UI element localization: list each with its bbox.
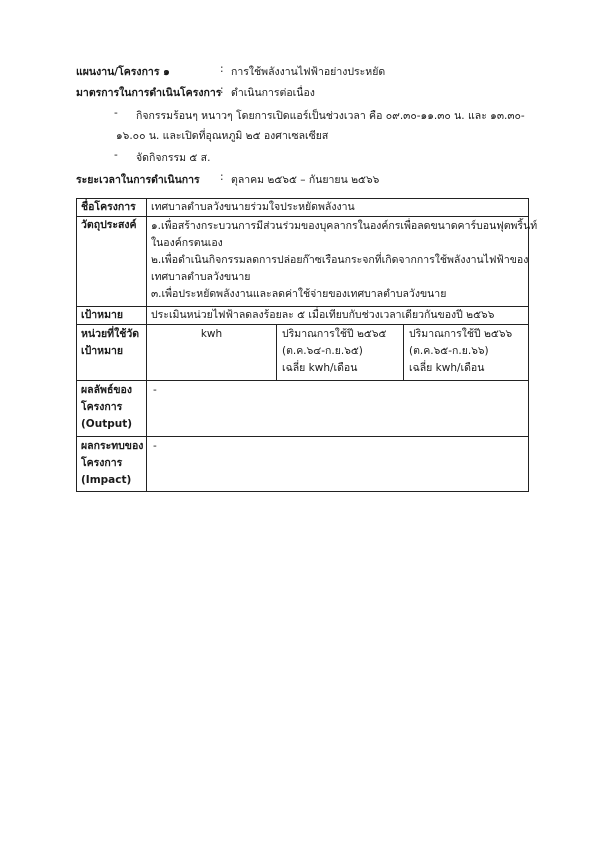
objective-line: ๒.เพื่อดำเนินกิจกรรมลดการปล่อยก๊าซเรือนกระจกที่เกิดจากการใช้พลังงานไฟฟ้าของ <box>151 254 529 266</box>
output-label: ผลลัพธ์ของ <box>81 384 132 396</box>
output-value: - <box>153 384 157 396</box>
measure-value: ดำเนินการต่อเนื่อง <box>231 87 315 99</box>
bullet-dash-1: - <box>114 107 118 119</box>
bullet-1-line-2: ๑๖.๐๐ น. และเปิดที่อุณหภูมิ ๒๕ องศาเซลเซียส <box>116 130 329 142</box>
unit-value: kwh <box>200 328 223 340</box>
impact-value: - <box>153 440 157 452</box>
period-value: ตุลาคม ๒๕๖๕ – กันยายน ๒๕๖๖ <box>231 174 380 186</box>
impact-label: โครงการ <box>81 457 123 469</box>
table-border-bottom <box>76 491 529 492</box>
impact-label: ผลกระทบของ <box>81 440 144 452</box>
project-name-value: เทศบาลตำบลวังขนายร่วมใจประหยัดพลังงาน <box>151 201 355 213</box>
output-label: โครงการ <box>81 401 123 413</box>
table-col-divider <box>403 324 404 380</box>
target-value: ประเมินหน่วยไฟฟ้าลดลงร้อยละ ๕ เมื่อเทียบกับช่วงเวลาเดียวกันของปี ๒๕๖๖ <box>151 309 495 321</box>
impact-label: (Impact) <box>81 474 132 486</box>
table-row-divider <box>76 324 529 325</box>
table-row-divider <box>76 216 529 217</box>
indicator-label: เป้าหมาย <box>81 345 124 357</box>
period-separator: : <box>220 171 224 183</box>
objective-label: วัตถุประสงค์ <box>81 219 137 231</box>
project-table <box>76 198 538 492</box>
objective-line: ๓.เพื่อประหยัดพลังงานและลดค่าใช้จ่ายของเทศบาลตำบลวังขนาย <box>151 288 447 300</box>
bullet-dash-2: - <box>114 149 118 161</box>
usage-2565-line: ปริมาณการใช้ปี ๒๕๖๕ <box>282 328 387 340</box>
table-col-divider <box>146 198 147 492</box>
plan-label: แผนงาน/โครงการ ๑ <box>76 66 170 78</box>
usage-2566-line: (ต.ค.๖๕-ก.ย.๖๖) <box>409 345 489 357</box>
table-row-divider <box>76 436 529 437</box>
table-border-left <box>76 198 77 492</box>
bullet-1-line-1: กิจกรรมร้อนๆ หนาวๆ โดยการเปิดแอร์เป็นช่วงเวลา คือ ๐๙.๓๐-๑๑.๓๐ น. และ ๑๓.๓๐- <box>136 110 525 122</box>
objective-line: ๑.เพื่อสร้างกระบวนการมีส่วนร่วมของบุคลากรในองค์กรเพื่อลดขนาดคาร์บอนฟุตพริ้นท์ <box>151 220 538 232</box>
table-col-divider <box>276 324 277 380</box>
table-row-divider <box>76 380 529 381</box>
target-label: เป้าหมาย <box>81 309 124 321</box>
usage-2565-line: เฉลี่ย kwh/เดือน <box>282 362 358 374</box>
measure-separator: : <box>220 84 224 96</box>
plan-separator: : <box>220 63 224 75</box>
objective-line: ในองค์กรตนเอง <box>151 237 223 249</box>
project-name-label: ชื่อโครงการ <box>81 201 136 213</box>
period-label: ระยะเวลาในการดำเนินการ <box>76 174 200 186</box>
plan-value: การใช้พลังงานไฟฟ้าอย่างประหยัด <box>231 66 386 78</box>
usage-2566-line: เฉลี่ย kwh/เดือน <box>409 362 485 374</box>
output-label: (Output) <box>81 418 133 430</box>
indicator-label: หน่วยที่ใช้วัด <box>81 328 140 340</box>
usage-2565-line: (ต.ค.๖๔-ก.ย.๖๕) <box>282 345 363 357</box>
measure-label: มาตรการในการดำเนินโครงการ <box>76 87 222 99</box>
usage-2566-line: ปริมาณการใช้ปี ๒๕๖๖ <box>409 328 513 340</box>
objective-line: เทศบาลตำบลวังขนาย <box>151 271 251 283</box>
table-border-right <box>528 198 529 492</box>
bullet-2-line-1: จัดกิจกรรม ๕ ส. <box>136 152 211 164</box>
